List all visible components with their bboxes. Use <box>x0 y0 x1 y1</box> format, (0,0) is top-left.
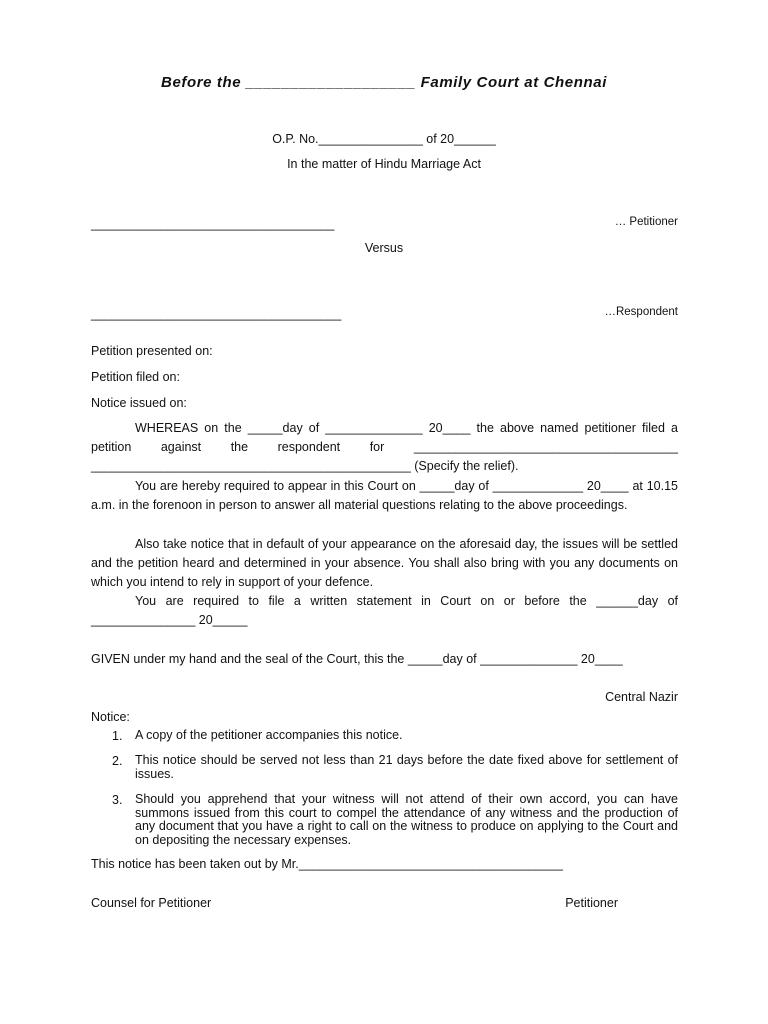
list-item-text: Should you apprehend that your witness will not attend of their own accord, you can have summons issued from this court to compel the attendance of any witness and the production of any document that you have a right to call on the witness to produce on applying to the Court and on depositing the necessary expenses. <box>135 792 678 847</box>
written-statement-paragraph: You are required to file a written statement in Court on or before the ______day of _______________ 20_____ <box>91 594 678 627</box>
matter-line: In the matter of Hindu Marriage Act <box>287 157 481 171</box>
central-nazir-signatory: Central Nazir <box>605 690 678 704</box>
petitioner-signature-label: Petitioner <box>565 896 618 910</box>
taken-out-line: This notice has been taken out by Mr.______________________________________ <box>91 857 563 871</box>
petition-presented-label: Petition presented on: <box>91 344 213 358</box>
respondent-label: …Respondent <box>604 306 678 318</box>
respondent-blank: ____________________________________ <box>91 307 342 321</box>
court-title: Before the ___________________ Family Court at Chennai <box>161 74 607 91</box>
op-number: O.P. No._______________ of 20______ <box>272 132 496 146</box>
petitioner-blank: ___________________________________ <box>91 217 335 231</box>
notice-issued-label: Notice issued on: <box>91 396 187 410</box>
notice-heading: Notice: <box>91 710 130 724</box>
petition-filed-label: Petition filed on: <box>91 370 180 384</box>
counsel-signature-label: Counsel for Petitioner <box>91 896 212 910</box>
petitioner-label: … Petitioner <box>614 216 678 228</box>
list-item-number: 1. <box>112 729 123 743</box>
given-paragraph: GIVEN under my hand and the seal of the Court, this the _____day of ______________ 20____ <box>91 652 623 666</box>
list-item-text: A copy of the petitioner accompanies this notice. <box>135 728 403 742</box>
appear-paragraph: You are hereby required to appear in this Court on _____day of _____________ 20____ at 10.15 a.m. in the forenoon in person to answer all material questions relating to the above proceedings. <box>91 479 678 512</box>
list-item-number: 2. <box>112 754 123 768</box>
whereas-paragraph: WHEREAS on the _____day of ______________ 20____ the above named petitioner filed a petition against the respondent for ______________________________________ ______________________________________________ (Specify the relief). <box>91 421 678 473</box>
versus-label: Versus <box>364 241 404 255</box>
default-paragraph: Also take notice that in default of your appearance on the aforesaid day, the issues will be settled and the petition heard and determined in your absence. You shall also bring with you any documents on which you intend to rely in support of your defence. <box>91 537 678 589</box>
list-item-text: This notice should be served not less than 21 days before the date fixed above for settlement of issues. <box>135 753 678 781</box>
list-item-number: 3. <box>112 793 123 807</box>
